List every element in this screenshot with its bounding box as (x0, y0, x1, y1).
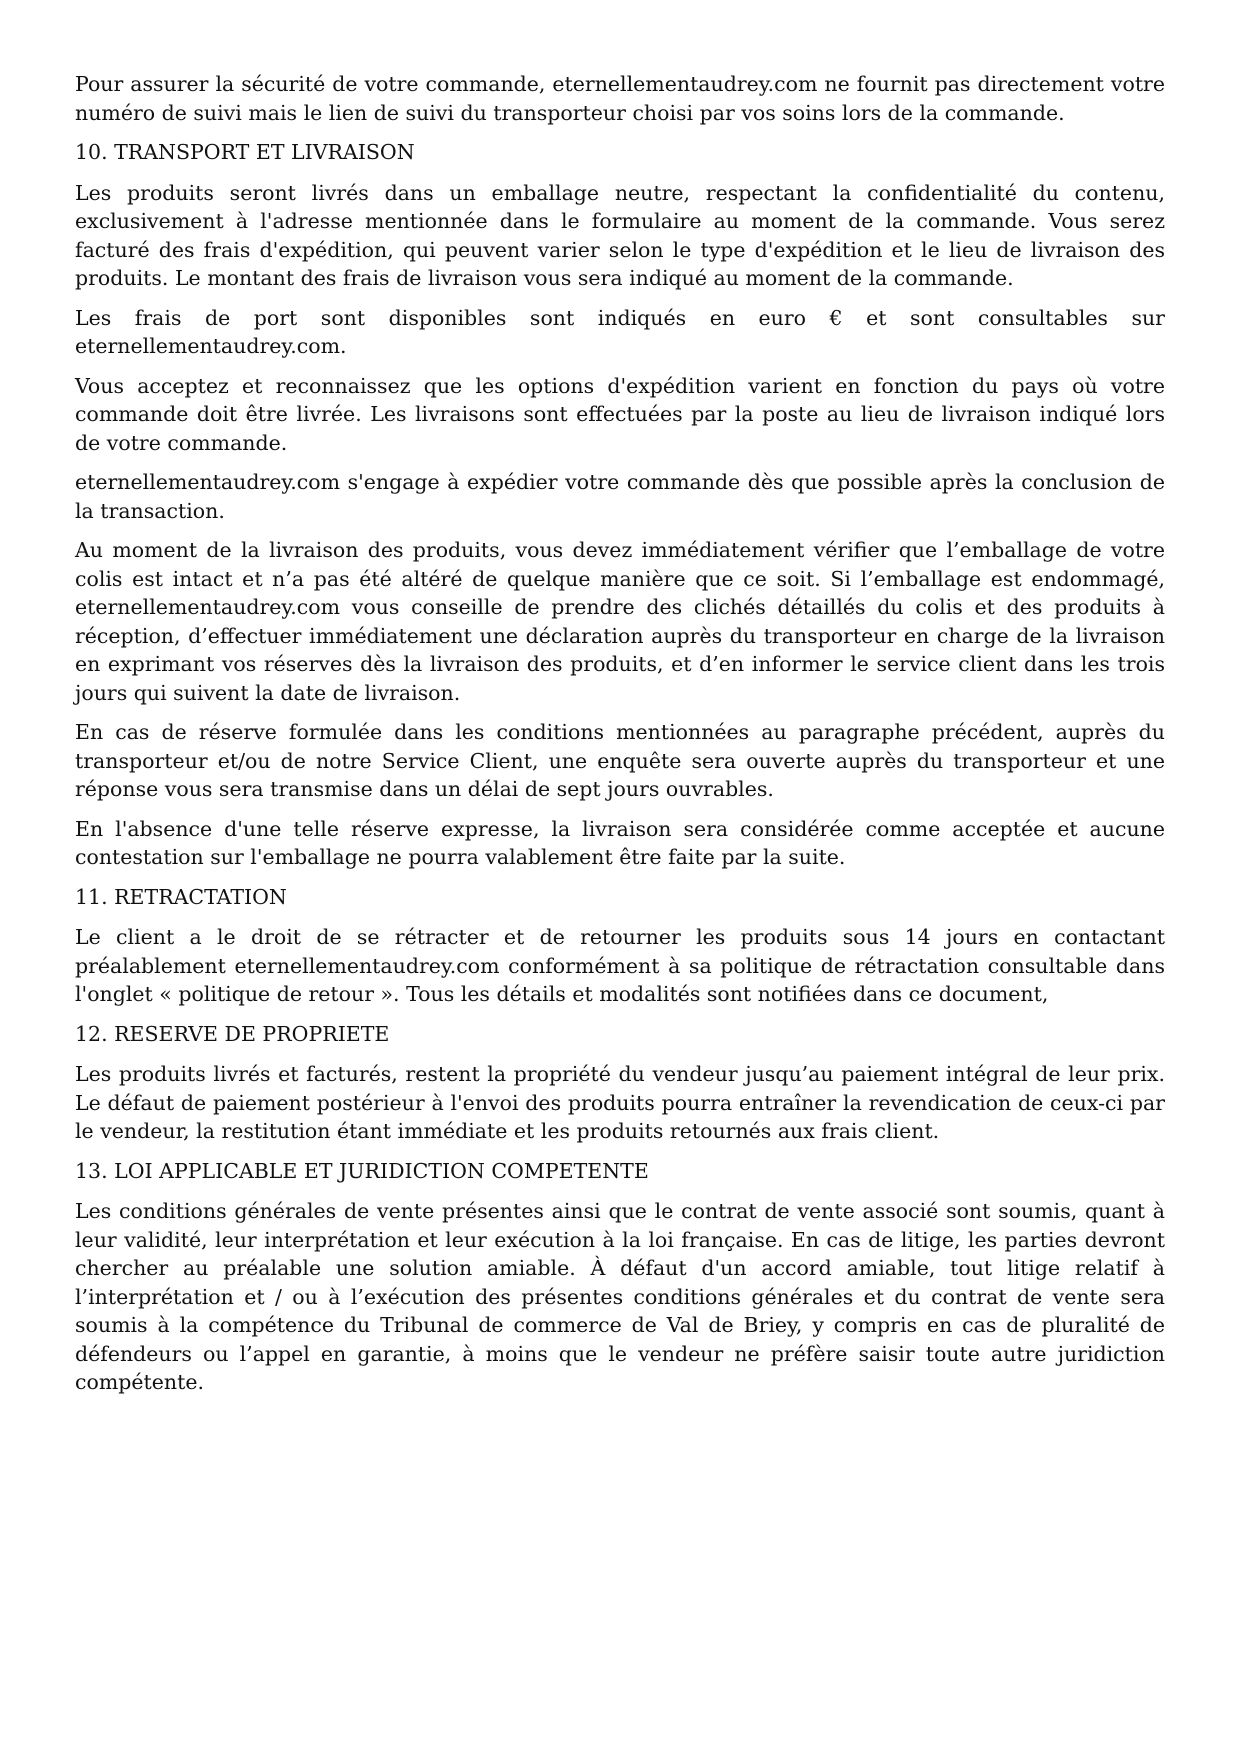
section-heading-retractation: 11. RETRACTATION (75, 884, 287, 909)
section-heading-reserve-propriete: 12. RESERVE DE PROPRIETE (75, 1021, 390, 1046)
section-heading-loi-applicable: 13. LOI APPLICABLE ET JURIDICTION COMPETENTE (75, 1158, 649, 1183)
paragraph-engagement-expedition: eternellementaudrey.com s'engage à expédier votre commande dès que possible après la conclusion de la transaction. (75, 470, 1165, 523)
section-heading-transport-livraison: 10. TRANSPORT ET LIVRAISON (75, 140, 415, 164)
paragraph-reserve-enquete: En cas de réserve formulée dans les conditions mentionnées au paragraphe précédent, auprès du transporteur et/ou de notre Service Client, une enquête sera ouverte auprès du transporteur et une réponse vous sera transmise dans un délai de sept jours ouvrables. (75, 720, 1165, 801)
document-body (75, 70, 1165, 1408)
paragraph-absence-reserve: En l'absence d'une telle réserve expresse, la livraison sera considérée comme acceptée et aucune contestation sur l'emballage ne pourra valablement être faite par la suite. (75, 816, 1165, 869)
paragraph-reserve-propriete: Les produits livrés et facturés, restent la propriété du vendeur jusqu’au paiement intégral de leur prix. Le défaut de paiement postérieur à l'envoi des produits pourra entraîner la revendication de ceux-ci par le vendeur, la restitution étant immédiate et les produits retournés aux frais client. (75, 1062, 1165, 1143)
paragraph-loi-applicable: Les conditions générales de vente présentes ainsi que le contrat de vente associé sont soumis, quant à leur validité, leur interprétation et leur exécution à la loi française. En cas de litige, les parties devront chercher au préalable une solution amiable. À défaut d'un accord amiable, tout litige relatif à l’interprétation et / ou à l’exécution des présentes conditions générales et du contrat de vente sera soumis à la compétence du Tribunal de commerce de Val de Briey, y compris en cas de pluralité de défendeurs ou l’appel en garantie, à moins que le vendeur ne préfère saisir toute autre juridiction compétente. (75, 1199, 1165, 1394)
paragraph-emballage-neutre: Les produits seront livrés dans un emballage neutre, respectant la confidentialité du contenu, exclusivement à l'adresse mentionnée dans le formulaire au moment de la commande. Vous serez facturé des frais d'expédition, qui peuvent varier selon le type d'expédition et le lieu de livraison des produits. Le montant des frais de livraison vous sera indiqué au moment de la commande. (75, 180, 1165, 290)
paragraph-verification-colis: Au moment de la livraison des produits, vous devez immédiatement vérifier que l’emballage de votre colis est intact et n’a pas été altéré de quelque manière que ce soit. Si l’emballage est endommagé, eternellementaudrey.com vous conseille de prendre des clichés détaillés du colis et des produits à réception, d’effectuer immédiatement une déclaration auprès du transporteur en charge de la livraison en exprimant vos réserves dès la livraison des produits, et d’en informer le service client dans les trois jours qui suivent la date de livraison. (75, 538, 1165, 705)
paragraph-options-expedition: Vous acceptez et reconnaissez que les options d'expédition varient en fonction du pays où votre commande doit être livrée. Les livraisons sont effectuées par la poste au lieu de livraison indiqué lors de votre commande. (75, 373, 1165, 455)
paragraph-droit-retractation: Le client a le droit de se rétracter et de retourner les produits sous 14 jours en contactant préalablement eternellementaudrey.com conformément à sa politique de rétractation consultable dans l'onglet « politique de retour ». Tous les détails et modalités sont notifiées dans ce document, (75, 925, 1165, 1006)
paragraph-frais-de-port: Les frais de port sont disponibles sont indiqués en euro € et sont consultables sur eternellementaudrey.com. (75, 305, 1165, 358)
paragraph-suivi-commande: Pour assurer la sécurité de votre commande, eternellementaudrey.com ne fournit pas directement votre numéro de suivi mais le lien de suivi du transporteur choisi par vos soins lors de la commande. (75, 72, 1165, 125)
